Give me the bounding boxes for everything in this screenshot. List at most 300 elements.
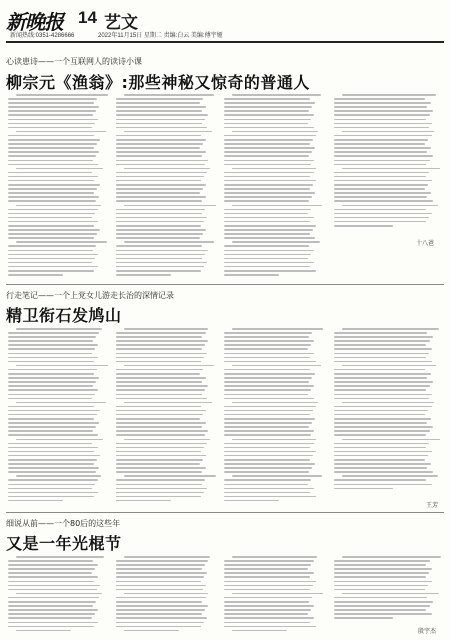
text-line <box>8 217 92 219</box>
text-line <box>116 233 203 235</box>
text-line <box>342 475 438 477</box>
text-line <box>124 365 214 367</box>
text-line <box>334 572 429 574</box>
text-line <box>8 385 93 387</box>
text-line <box>334 196 427 198</box>
text-line <box>334 560 430 562</box>
text-line <box>116 568 202 570</box>
text-line <box>224 160 314 162</box>
text-line <box>116 576 204 578</box>
text-line <box>116 127 207 129</box>
text-line <box>116 564 205 566</box>
text-line <box>8 270 94 272</box>
text-line <box>224 274 279 276</box>
text-line <box>16 630 71 632</box>
text-line <box>224 114 314 116</box>
text-line <box>224 601 309 603</box>
text-line <box>342 205 438 207</box>
text-line <box>224 123 308 125</box>
text-line <box>116 245 202 247</box>
text-line <box>232 630 287 632</box>
text-line <box>8 585 100 587</box>
article-2-headline: 精卫衔石发鸠山 <box>6 306 122 325</box>
text-line <box>8 353 92 355</box>
text-line <box>8 332 99 334</box>
text-line <box>334 353 429 355</box>
text-line <box>224 270 316 272</box>
text-line <box>334 147 431 149</box>
text-line <box>116 344 205 346</box>
text-line <box>224 410 313 412</box>
text-line <box>224 229 313 231</box>
article-2-body-col-3 <box>224 328 324 508</box>
text-line <box>224 258 308 260</box>
text-line <box>124 593 208 595</box>
text-line <box>224 422 312 424</box>
text-line <box>224 613 308 615</box>
text-line <box>334 389 426 391</box>
text-line <box>334 467 427 469</box>
text-line <box>116 209 205 211</box>
text-line <box>334 434 426 436</box>
text-line <box>232 402 318 404</box>
article-1-body-col-2 <box>116 94 216 279</box>
text-line <box>8 254 98 256</box>
text-line <box>224 455 313 457</box>
text-line <box>224 459 310 461</box>
text-line <box>224 373 315 375</box>
text-line <box>224 135 316 137</box>
text-line <box>342 402 434 404</box>
text-line <box>116 572 207 574</box>
text-line <box>8 102 94 104</box>
text-line <box>8 568 95 570</box>
text-line <box>224 143 310 145</box>
text-line <box>116 102 200 104</box>
text-line <box>224 344 311 346</box>
text-line <box>16 475 101 477</box>
text-line <box>334 418 431 420</box>
text-line <box>116 176 204 178</box>
text-line <box>116 258 202 260</box>
text-line <box>116 414 203 416</box>
text-line <box>8 426 96 428</box>
text-line <box>232 475 322 477</box>
text-line <box>224 180 316 182</box>
text-line <box>8 410 100 412</box>
text-line <box>8 127 92 129</box>
text-line <box>8 560 93 562</box>
text-line <box>8 155 96 157</box>
text-line <box>116 479 205 481</box>
text-line <box>116 200 202 202</box>
text-line <box>8 336 96 338</box>
text-line <box>224 213 308 215</box>
text-line <box>116 609 205 611</box>
text-line <box>224 389 311 391</box>
text-line <box>334 119 426 121</box>
text-line <box>224 110 309 112</box>
text-line <box>8 609 98 611</box>
text-line <box>334 414 425 416</box>
text-line <box>224 200 309 202</box>
text-line <box>8 172 92 174</box>
text-line <box>224 471 309 473</box>
text-line <box>8 180 94 182</box>
text-line <box>116 172 207 174</box>
text-line <box>334 451 432 453</box>
text-line <box>224 430 314 432</box>
text-line <box>334 123 432 125</box>
article-2-body-col-2 <box>116 328 216 508</box>
text-line <box>334 336 433 338</box>
text-line <box>8 398 92 400</box>
text-line <box>116 426 202 428</box>
text-line <box>224 467 312 469</box>
text-line <box>124 556 210 558</box>
text-line <box>334 151 427 153</box>
text-line <box>224 443 314 445</box>
text-line <box>116 225 201 227</box>
text-line <box>8 381 96 383</box>
text-line <box>16 556 104 558</box>
text-line <box>224 406 316 408</box>
text-line <box>116 147 200 149</box>
text-line <box>224 576 310 578</box>
text-line <box>224 361 316 363</box>
article-3-body-col-3 <box>224 556 324 634</box>
text-line <box>116 353 207 355</box>
text-line <box>8 572 92 574</box>
text-line <box>8 196 99 198</box>
text-line <box>116 422 206 424</box>
text-line <box>334 217 429 219</box>
text-line <box>334 406 432 408</box>
text-line <box>8 245 96 247</box>
text-line <box>334 410 428 412</box>
text-line <box>334 398 429 400</box>
article-2-kicker: 行走笔记——一个上党女儿游走长治的深情记录 <box>6 291 174 300</box>
text-line <box>8 274 63 276</box>
text-line <box>116 143 203 145</box>
text-line <box>116 114 208 116</box>
text-line <box>8 430 93 432</box>
text-line <box>116 389 205 391</box>
text-line <box>224 336 309 338</box>
text-line <box>224 233 310 235</box>
text-line <box>8 184 100 186</box>
text-line <box>8 213 95 215</box>
text-line <box>334 385 430 387</box>
text-line <box>8 597 99 599</box>
text-line <box>8 484 95 486</box>
text-line <box>334 164 426 166</box>
text-line <box>8 160 93 162</box>
text-line <box>342 439 440 441</box>
text-line <box>8 451 94 453</box>
text-line <box>334 426 433 428</box>
masthead <box>6 6 444 40</box>
text-line <box>8 471 96 473</box>
text-line <box>334 601 433 603</box>
text-line <box>334 479 426 481</box>
text-line <box>334 484 432 486</box>
text-line <box>224 348 308 350</box>
text-line <box>8 622 98 624</box>
text-line <box>116 98 203 100</box>
article-1-kicker: 心读患诗——一个互联网人的读诗小课 <box>6 57 142 66</box>
text-line <box>224 127 314 129</box>
text-line <box>8 250 93 252</box>
text-line <box>8 233 97 235</box>
text-line <box>16 168 103 170</box>
text-line <box>8 176 98 178</box>
text-line <box>16 94 108 96</box>
text-line <box>8 340 93 342</box>
text-line <box>224 589 310 591</box>
text-line <box>8 361 94 363</box>
text-line <box>124 328 208 330</box>
masthead-rule <box>6 41 444 43</box>
text-line <box>342 168 440 170</box>
text-line <box>116 589 203 591</box>
text-line <box>224 492 310 494</box>
text-line <box>334 377 427 379</box>
text-line <box>8 496 94 498</box>
text-line <box>116 192 200 194</box>
text-line <box>8 266 98 268</box>
text-line <box>8 369 97 371</box>
text-line <box>334 581 432 583</box>
text-line <box>8 500 63 502</box>
text-line <box>8 143 97 145</box>
text-line <box>16 593 102 595</box>
text-line <box>116 196 206 198</box>
text-line <box>334 127 429 129</box>
article-2-body-col-4 <box>334 328 442 496</box>
divider-1 <box>6 284 444 285</box>
text-line <box>342 556 441 558</box>
text-line <box>8 344 98 346</box>
text-line <box>8 262 92 264</box>
text-line <box>8 626 94 628</box>
text-line <box>116 385 208 387</box>
text-line <box>116 373 200 375</box>
text-line <box>116 332 206 334</box>
text-line <box>8 98 97 100</box>
text-line <box>224 221 310 223</box>
text-line <box>16 131 106 133</box>
text-line <box>224 398 314 400</box>
text-line <box>232 131 318 133</box>
text-line <box>8 394 95 396</box>
text-line <box>116 471 202 473</box>
text-line <box>8 581 94 583</box>
text-line <box>16 205 101 207</box>
text-line <box>334 589 425 591</box>
text-line <box>124 475 216 477</box>
article-1-author: 十八爸 <box>416 240 435 247</box>
text-line <box>8 373 94 375</box>
article-1-body-col-1 <box>8 94 108 279</box>
text-line <box>224 463 315 465</box>
text-line <box>8 613 95 615</box>
text-line <box>334 172 429 174</box>
text-line <box>224 102 315 104</box>
text-line <box>116 237 200 239</box>
text-line <box>224 369 310 371</box>
text-line <box>8 200 96 202</box>
text-line <box>8 139 100 141</box>
text-line <box>116 430 208 432</box>
article-3-headline: 又是一年光棍节 <box>6 534 122 553</box>
text-line <box>224 488 314 490</box>
text-line <box>8 422 99 424</box>
text-line <box>116 406 201 408</box>
text-line <box>8 418 94 420</box>
text-line <box>224 332 312 334</box>
text-line <box>224 254 311 256</box>
text-line <box>8 447 98 449</box>
text-line <box>8 225 94 227</box>
text-line <box>116 484 202 486</box>
text-line <box>116 348 202 350</box>
text-line <box>224 500 279 502</box>
text-line <box>334 447 426 449</box>
text-line <box>334 160 430 162</box>
text-line <box>334 213 432 215</box>
text-line <box>116 455 206 457</box>
text-line <box>8 188 97 190</box>
text-line <box>334 340 430 342</box>
text-line <box>334 209 426 211</box>
article-3-body-col-2 <box>116 556 216 634</box>
text-line <box>116 459 203 461</box>
text-line <box>224 447 310 449</box>
text-line <box>16 402 106 404</box>
text-line <box>334 184 428 186</box>
text-line <box>116 151 206 153</box>
article-3-body-col-4 <box>334 556 442 622</box>
text-line <box>8 406 94 408</box>
text-line <box>116 184 206 186</box>
text-line <box>8 348 95 350</box>
text-line <box>124 131 212 133</box>
text-line <box>224 266 310 268</box>
text-line <box>8 135 94 137</box>
text-line <box>116 250 208 252</box>
text-line <box>116 463 200 465</box>
text-line <box>224 560 314 562</box>
text-line <box>116 601 202 603</box>
text-line <box>116 581 201 583</box>
text-line <box>116 139 206 141</box>
text-line <box>16 328 102 330</box>
text-line <box>224 340 314 342</box>
text-line <box>8 357 98 359</box>
text-line <box>16 439 103 441</box>
text-line <box>8 114 93 116</box>
text-line <box>8 119 98 121</box>
text-line <box>224 622 310 624</box>
text-line <box>116 381 202 383</box>
text-line <box>224 451 316 453</box>
text-line <box>8 192 94 194</box>
text-line <box>116 106 206 108</box>
text-line <box>334 155 433 157</box>
text-line <box>334 332 427 334</box>
text-line <box>224 434 311 436</box>
text-line <box>232 593 323 595</box>
text-line <box>334 135 432 137</box>
text-line <box>224 496 316 498</box>
text-line <box>116 357 204 359</box>
text-line <box>342 131 434 133</box>
text-line <box>116 560 208 562</box>
text-line <box>224 184 313 186</box>
text-line <box>334 443 429 445</box>
text-line <box>116 496 201 498</box>
text-line <box>8 258 95 260</box>
text-line <box>224 139 313 141</box>
text-line <box>334 98 425 100</box>
text-line <box>224 605 314 607</box>
text-line <box>224 98 310 100</box>
text-line <box>8 389 98 391</box>
text-line <box>224 188 310 190</box>
text-line <box>116 585 206 587</box>
text-line <box>232 556 317 558</box>
text-line <box>8 414 97 416</box>
text-line <box>124 94 214 96</box>
text-line <box>224 164 311 166</box>
text-line <box>224 172 314 174</box>
text-line <box>334 139 428 141</box>
text-line <box>232 168 316 170</box>
text-line <box>8 123 95 125</box>
text-line <box>334 568 432 570</box>
text-line <box>116 262 207 264</box>
text-line <box>8 151 99 153</box>
text-line <box>116 213 202 215</box>
text-line <box>116 369 203 371</box>
text-line <box>116 613 202 615</box>
text-line <box>334 188 425 190</box>
text-line <box>224 155 309 157</box>
article-2-body-col-1 <box>8 328 108 508</box>
text-line <box>116 254 205 256</box>
text-line <box>224 568 308 570</box>
text-line <box>334 369 425 371</box>
text-line <box>8 589 97 591</box>
text-line <box>8 229 100 231</box>
text-line <box>116 361 201 363</box>
text-line <box>342 328 439 330</box>
text-line <box>8 488 92 490</box>
text-line <box>334 114 430 116</box>
text-line <box>8 110 96 112</box>
text-line <box>8 443 92 445</box>
text-line <box>116 123 202 125</box>
text-line <box>334 344 426 346</box>
text-line <box>334 609 426 611</box>
text-line <box>334 463 431 465</box>
text-line <box>232 439 316 441</box>
text-line <box>334 488 393 490</box>
text-line <box>116 164 205 166</box>
text-line <box>334 180 432 182</box>
text-line <box>224 394 308 396</box>
